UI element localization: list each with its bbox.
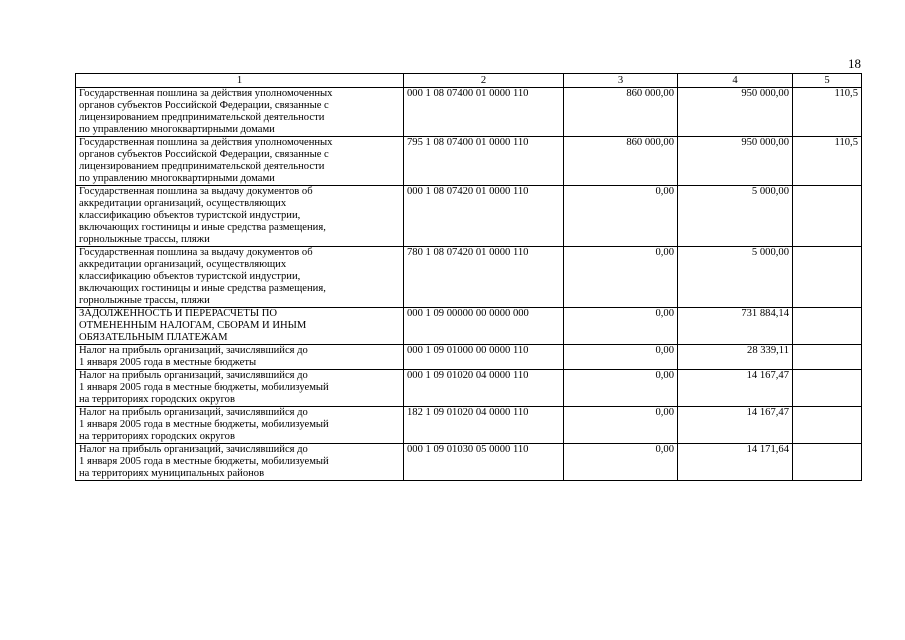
- amount-cell-col3: 0,00: [564, 345, 678, 370]
- table-row: [76, 345, 862, 370]
- budget-revenue-table: [75, 73, 862, 481]
- revenue-name-line: ЗАДОЛЖЕННОСТЬ И ПЕРЕРАСЧЕТЫ ПО: [79, 308, 278, 319]
- amount-cell-col5: [793, 345, 862, 370]
- amount-cell-col4: 731 884,14: [678, 308, 793, 345]
- budget-code-cell: 000 1 09 00000 00 0000 000: [404, 308, 564, 345]
- budget-code-cell: 795 1 08 07400 01 0000 110: [404, 137, 564, 186]
- amount-cell-col3: 0,00: [564, 186, 678, 247]
- revenue-name-line: органов субъектов Российской Федерации, связанные с: [79, 100, 329, 111]
- revenue-name-cell: [76, 308, 404, 345]
- revenue-name-line: по управлению многоквартирными домами: [79, 124, 275, 135]
- revenue-name-line: 1 января 2005 года в местные бюджеты, мобилизуемый: [79, 382, 329, 393]
- revenue-name-cell: [76, 444, 404, 481]
- amount-cell-col5: [793, 308, 862, 345]
- revenue-name-line: классификацию объектов туристской индустрии,: [79, 210, 301, 221]
- revenue-name-line: аккредитации организаций, осуществляющих: [79, 259, 287, 270]
- amount-cell-col5: 110,5: [793, 137, 862, 186]
- revenue-name-cell: [76, 186, 404, 247]
- amount-cell-col4: 14 171,64: [678, 444, 793, 481]
- revenue-name-line: на территориях муниципальных районов: [79, 468, 265, 479]
- budget-code-cell: 000 1 08 07420 01 0000 110: [404, 186, 564, 247]
- revenue-name-line: включающих гостиницы и иные средства размещения,: [79, 222, 326, 233]
- amount-cell-col5: [793, 247, 862, 308]
- revenue-name-line: ОБЯЗАТЕЛЬНЫМ ПЛАТЕЖАМ: [79, 332, 228, 343]
- revenue-name-cell: [76, 407, 404, 444]
- amount-cell-col5: [793, 407, 862, 444]
- revenue-name-line: ОТМЕНЕННЫМ НАЛОГАМ, СБОРАМ И ИНЫМ: [79, 320, 307, 331]
- revenue-name-cell: [76, 370, 404, 407]
- revenue-name-line: Государственная пошлина за выдачу документов об: [79, 247, 313, 258]
- revenue-name-cell: [76, 247, 404, 308]
- amount-cell-col4: 5 000,00: [678, 186, 793, 247]
- revenue-name-line: Государственная пошлина за действия уполномоченных: [79, 88, 333, 99]
- table-row: [76, 186, 862, 247]
- revenue-name-line: 1 января 2005 года в местные бюджеты, мобилизуемый: [79, 419, 329, 430]
- revenue-name-line: 1 января 2005 года в местные бюджеты: [79, 357, 257, 368]
- revenue-name-line: Налог на прибыль организаций, зачислявшийся до: [79, 370, 308, 381]
- budget-code-cell: 000 1 08 07400 01 0000 110: [404, 88, 564, 137]
- amount-cell-col4: 5 000,00: [678, 247, 793, 308]
- column-header: 5: [793, 74, 862, 88]
- revenue-name-cell: [76, 88, 404, 137]
- amount-cell-col4: 950 000,00: [678, 137, 793, 186]
- table-row: [76, 444, 862, 481]
- revenue-name-line: Налог на прибыль организаций, зачислявшийся до: [79, 444, 308, 455]
- amount-cell-col5: [793, 370, 862, 407]
- revenue-name-line: аккредитации организаций, осуществляющих: [79, 198, 287, 209]
- table-row: [76, 247, 862, 308]
- column-header: 2: [404, 74, 564, 88]
- revenue-name-line: горнолыжные трассы, пляжи: [79, 295, 210, 306]
- revenue-name-line: лицензированием предпринимательской деятельности: [79, 161, 325, 172]
- budget-code-cell: 182 1 09 01020 04 0000 110: [404, 407, 564, 444]
- table-row: [76, 137, 862, 186]
- revenue-name-line: по управлению многоквартирными домами: [79, 173, 275, 184]
- amount-cell-col3: 0,00: [564, 444, 678, 481]
- budget-code-cell: 000 1 09 01020 04 0000 110: [404, 370, 564, 407]
- amount-cell-col3: 0,00: [564, 247, 678, 308]
- table-row: [76, 88, 862, 137]
- amount-cell-col4: 14 167,47: [678, 407, 793, 444]
- revenue-name-line: на территориях городских округов: [79, 394, 235, 405]
- revenue-name-line: Государственная пошлина за выдачу документов об: [79, 186, 313, 197]
- amount-cell-col3: 0,00: [564, 308, 678, 345]
- revenue-name-line: лицензированием предпринимательской деятельности: [79, 112, 325, 123]
- revenue-name-line: классификацию объектов туристской индустрии,: [79, 271, 301, 282]
- revenue-name-line: горнолыжные трассы, пляжи: [79, 234, 210, 245]
- revenue-name-line: Налог на прибыль организаций, зачислявшийся до: [79, 345, 308, 356]
- budget-code-cell: 000 1 09 01030 05 0000 110: [404, 444, 564, 481]
- amount-cell-col4: 950 000,00: [678, 88, 793, 137]
- amount-cell-col5: 110,5: [793, 88, 862, 137]
- revenue-name-line: Государственная пошлина за действия уполномоченных: [79, 137, 333, 148]
- amount-cell-col4: 14 167,47: [678, 370, 793, 407]
- column-header: 4: [678, 74, 793, 88]
- revenue-name-line: 1 января 2005 года в местные бюджеты, мобилизуемый: [79, 456, 329, 467]
- amount-cell-col3: 860 000,00: [564, 137, 678, 186]
- amount-cell-col3: 0,00: [564, 370, 678, 407]
- amount-cell-col4: 28 339,11: [678, 345, 793, 370]
- column-header: 1: [76, 74, 404, 88]
- amount-cell-col5: [793, 444, 862, 481]
- amount-cell-col3: 0,00: [564, 407, 678, 444]
- budget-code-cell: 000 1 09 01000 00 0000 110: [404, 345, 564, 370]
- table-header-row: [76, 74, 862, 88]
- table-body: [76, 88, 862, 481]
- revenue-name-line: на территориях городских округов: [79, 431, 235, 442]
- revenue-name-line: Налог на прибыль организаций, зачислявшийся до: [79, 407, 308, 418]
- page-number: 18: [848, 56, 861, 71]
- revenue-name-line: включающих гостиницы и иные средства размещения,: [79, 283, 326, 294]
- revenue-name-cell: [76, 345, 404, 370]
- table-row: [76, 308, 862, 345]
- budget-code-cell: 780 1 08 07420 01 0000 110: [404, 247, 564, 308]
- table-row: [76, 407, 862, 444]
- table-row: [76, 370, 862, 407]
- revenue-name-line: органов субъектов Российской Федерации, связанные с: [79, 149, 329, 160]
- revenue-name-cell: [76, 137, 404, 186]
- amount-cell-col3: 860 000,00: [564, 88, 678, 137]
- amount-cell-col5: [793, 186, 862, 247]
- column-header: 3: [564, 74, 678, 88]
